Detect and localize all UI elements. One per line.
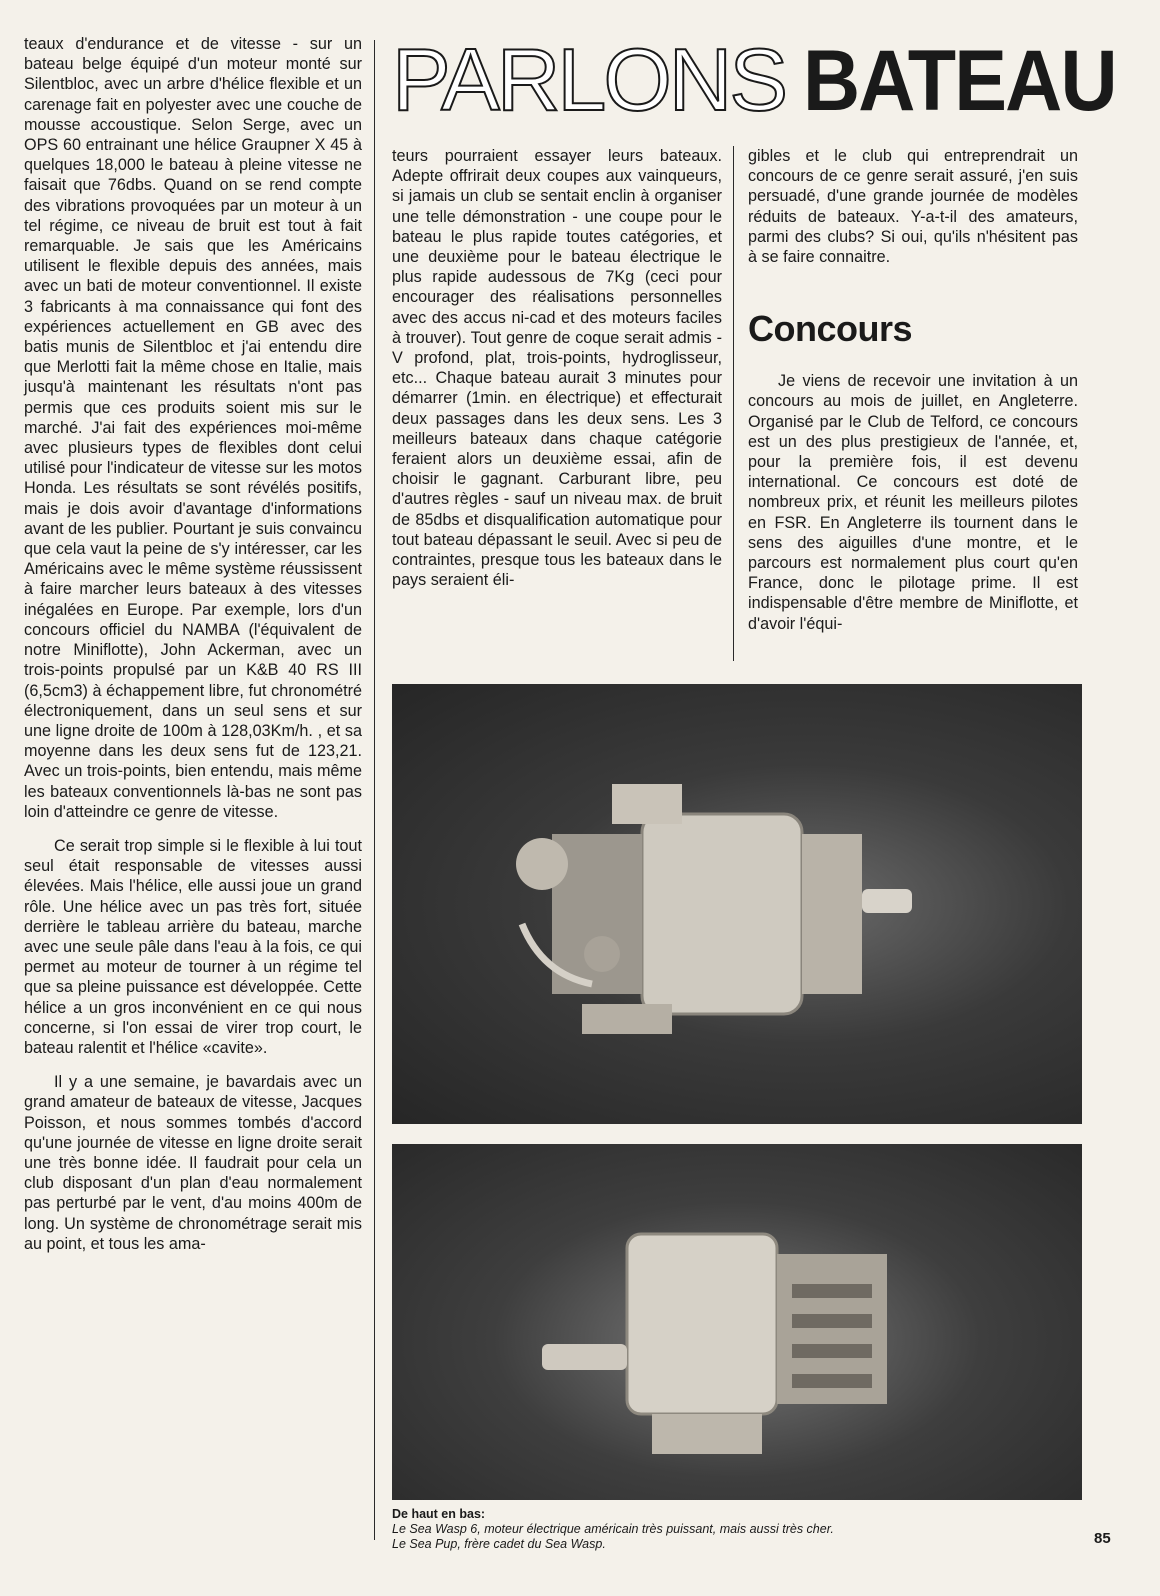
caption-heading: De haut en bas: — [392, 1507, 486, 1521]
photo-sea-pup-motor — [392, 1144, 1082, 1500]
photo-sea-wasp-motor — [392, 684, 1082, 1124]
paragraph-3: Il y a une semaine, je bavardais avec un grand amateur de bateaux de vitesse, Jacques Poisson, et nous sommes tombés d'accord qu'une journée de vitesse en ligne droite serait une très bonne idée. Il faudrait pour cela un club disposant d'un plan d'eau normalement pas perturbé par le vent, d'au moins 400m de long. Un système de chronométrage serait mis au point, et tous les ama- — [24, 1073, 362, 1253]
right-column — [748, 146, 1078, 634]
caption-line-1: Le Sea Wasp 6, moteur électrique américain très puissant, mais aussi très cher. — [392, 1522, 834, 1536]
right-body-paragraph: Je viens de recevoir une invitation à un concours au mois de juillet, en Angleterre. Organisé par le Club de Telford, ce concours est un des plus prestigieux de l'année, et, pour la première fois, il est devenu international. Ce concours est doté de nombreux prix, et réunit les meilleurs pilotes en FSR. En Angleterre ils tournent dans le sens des aiguilles d'une montre, et le parcours est normalement plus court qu'en France, donc le pilotage prime. Il est indispensable d'être membre de Miniflotte, et d'avoir l'équi- — [748, 372, 1078, 633]
caption-line-2: Le Sea Pup, frère cadet du Sea Wasp. — [392, 1537, 606, 1551]
middle-paragraph: teurs pourraient essayer leurs bateaux. Adepte offrirait deux coupes aux vainqueurs, si jamais un club se sentait enclin à organiser une telle démonstration - une coupe pour le bateau le plus rapide toutes catégories, et une deuxième pour le bateau électrique le plus rapide audessous de 7Kg (ceci pour encourager des réalisations personnelles avec des accus ni-cad et des moteurs faciles à trouver). Tout genre de coque serait admis - V profond, plat, trois-points, hydroglisseur, etc... Chaque bateau aurait 3 minutes pour démarrer (1min. en électrique) et effecturait deux passages dans les deux sens. Les 3 meilleurs bateaux dans chaque catégorie feraient alors un deuxième essai, afin de choisir le gagnant. Carburant libre, peu d'autres règles - sauf un niveau max. de bruit de 85dbs et disqualification automatique pour tout bateau dépassant le seuil. Avec si peu de contraintes, presque tous les bateaux dans le pays seraient éli- — [392, 147, 722, 590]
title-bold-word: BATEAU — [803, 33, 1116, 129]
motor-illustration-1 — [392, 684, 1082, 1124]
section-heading: Concours — [748, 308, 913, 350]
left-column — [24, 34, 362, 1268]
right-intro-paragraph: gibles et le club qui entreprendrait un concours de ce genre serait assuré, j'en suis persuadé, d'une grande journée de modèles réduits de bateaux. Y-a-t-il des amateurs, parmi des clubs? Si oui, qu'ils n'hésitent pas à se faire connaitre. — [748, 147, 1078, 267]
column-divider-left — [374, 40, 375, 1540]
photo-caption — [392, 1507, 952, 1552]
page-title — [392, 30, 1116, 130]
middle-column — [392, 146, 722, 590]
title-light-word: PARLONS — [392, 30, 786, 129]
column-divider-right — [733, 146, 734, 661]
paragraph-2: Ce serait trop simple si le flexible à lui tout seul était responsable de vitesses aussi élevées. Mais l'hélice, elle aussi joue un grand rôle. Une hélice avec un pas très fort, située derrière le tableau arrière du bateau, marche avec une seule pâle dans l'eau à la fois, ce qui permet au moteur de tourner à un régime tel que sa pleine puissance est développée. Cette hélice a un gros inconvénient en ce qui nous concerne, si l'on essai de virer trop court, le bateau ralentit et l'hélice «cavite». — [24, 836, 362, 1057]
page-number: 85 — [1094, 1530, 1111, 1547]
paragraph-1: teaux d'endurance et de vitesse - sur un bateau belge équipé d'un moteur monté sur Silentbloc, avec un arbre d'hélice flexible et un carenage fait en polyester avec une couche de mousse accoustique. Selon Serge, avec un OPS 60 entrainant une hélice Graupner X 45 à quelques 18,000 le bateau à pleine vitesse ne faisait que 76dbs. Quand on se rend compte des vibrations provoquées par un moteur à un tel régime, ce niveau de bruit est tout à fait remarquable. Je sais que les Américains utilisent le flexible depuis des années, mais avec un bati de moteur conventionnel. Il existe 3 fabricants à ma connaissance qui font des expériences actuellement en GB avec des batis munis de Silentbloc et j'ai entendu dire que Merlotti fait la même chose en Italie, mais jusqu'à maintenant les résultats n'ont pas permis que ces produits soient mis sur le marché. J'ai fait des expériences moi-même avec plusieurs types de flexibles dont celui utilisé pour l'indicateur de vitesse sur les motos Honda. Les résultats se sont révélés positifs, mais je dois avoir d'avantage d'informations avant de les publier. Pourtant je suis convaincu que cela vaut la peine de s'y intéresser, car les Américains avec le même système réussissent à faire marcher leurs bateaux à des vitesses inégalées en Europe. Par exemple, lors d'un concours officiel du NAMBA (l'équivalent de notre Miniflotte), John Ackerman, avec un trois-points propulsé par un K&B 40 RS III (6,5cm3) à échappement libre, fut chronométré électroniquement, dans un seul sens et sur une ligne droite de 100m à 128,03Km/h. , et sa moyenne dans les deux sens fut de 123,21. Avec un trois-points, bien entendu, mais même les bateaux conventionnels là-bas ne sont pas loin d'atteindre ce genre de vitesse. — [24, 35, 362, 821]
motor-illustration-2 — [392, 1144, 1082, 1500]
